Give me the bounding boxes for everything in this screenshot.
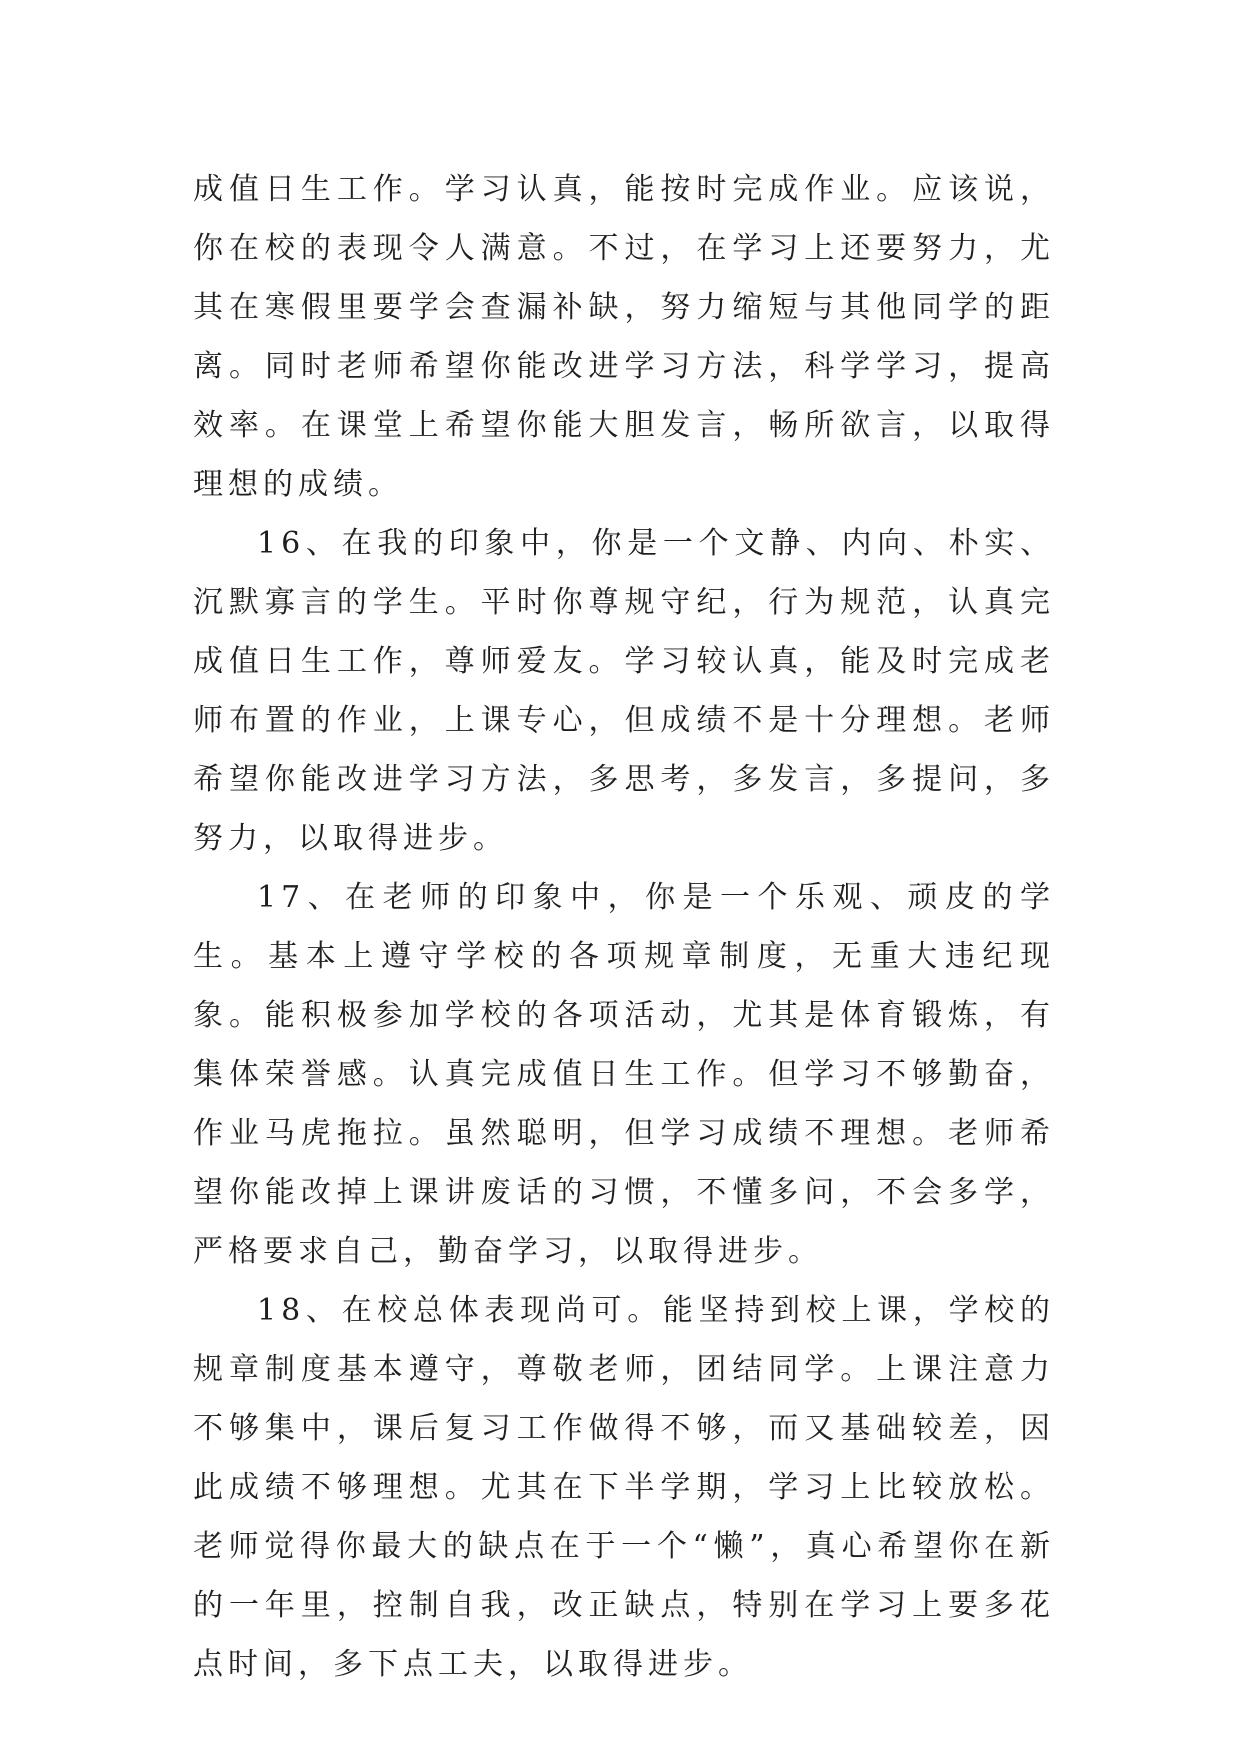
body-text (193, 160, 1055, 1694)
paragraph-continuation: 成值日生工作。学习认真，能按时完成作业。应该说，你在校的表现令人满意。不过，在学习上还要努力，尤其在寒假里要学会查漏补缺，努力缩短与其他同学的距离。同时老师希望你能改进学习方法，科学学习，提高效率。在课堂上希望你能大胆发言，畅所欲言，以取得理想的成绩。 (193, 172, 1055, 502)
paragraph-comment-17: 17、在老师的印象中，你是一个乐观、顽皮的学生。基本上遵守学校的各项规章制度，无重大违纪现象。能积极参加学校的各项活动，尤其是体育锻炼，有集体荣誉感。认真完成值日生工作。但学习不够勤奋，作业马虎拖拉。虽然聪明，但学习成绩不理想。老师希望你能改掉上课讲废话的习惯，不懂多问，不会多学，严格要求自己，勤奋学习，以取得进步。 (193, 880, 1055, 1269)
paragraph-comment-18: 18、在校总体表现尚可。能坚持到校上课，学校的规章制度基本遵守，尊敬老师，团结同学。上课注意力不够集中，课后复习工作做得不够，而又基础较差，因此成绩不够理想。尤其在下半学期，学习上比较放松。老师觉得你最大的缺点在于一个“懒”，真心希望你在新的一年里，控制自我，改正缺点，特别在学习上要多花点时间，多下点工夫，以取得进步。 (193, 1293, 1055, 1682)
paragraph-comment-16: 16、在我的印象中，你是一个文静、内向、朴实、沉默寡言的学生。平时你尊规守纪，行为规范，认真完成值日生工作，尊师爱友。学习较认真，能及时完成老师布置的作业，上课专心，但成绩不是十分理想。老师希望你能改进学习方法，多思考，多发言，多提问，多努力，以取得进步。 (193, 526, 1055, 856)
